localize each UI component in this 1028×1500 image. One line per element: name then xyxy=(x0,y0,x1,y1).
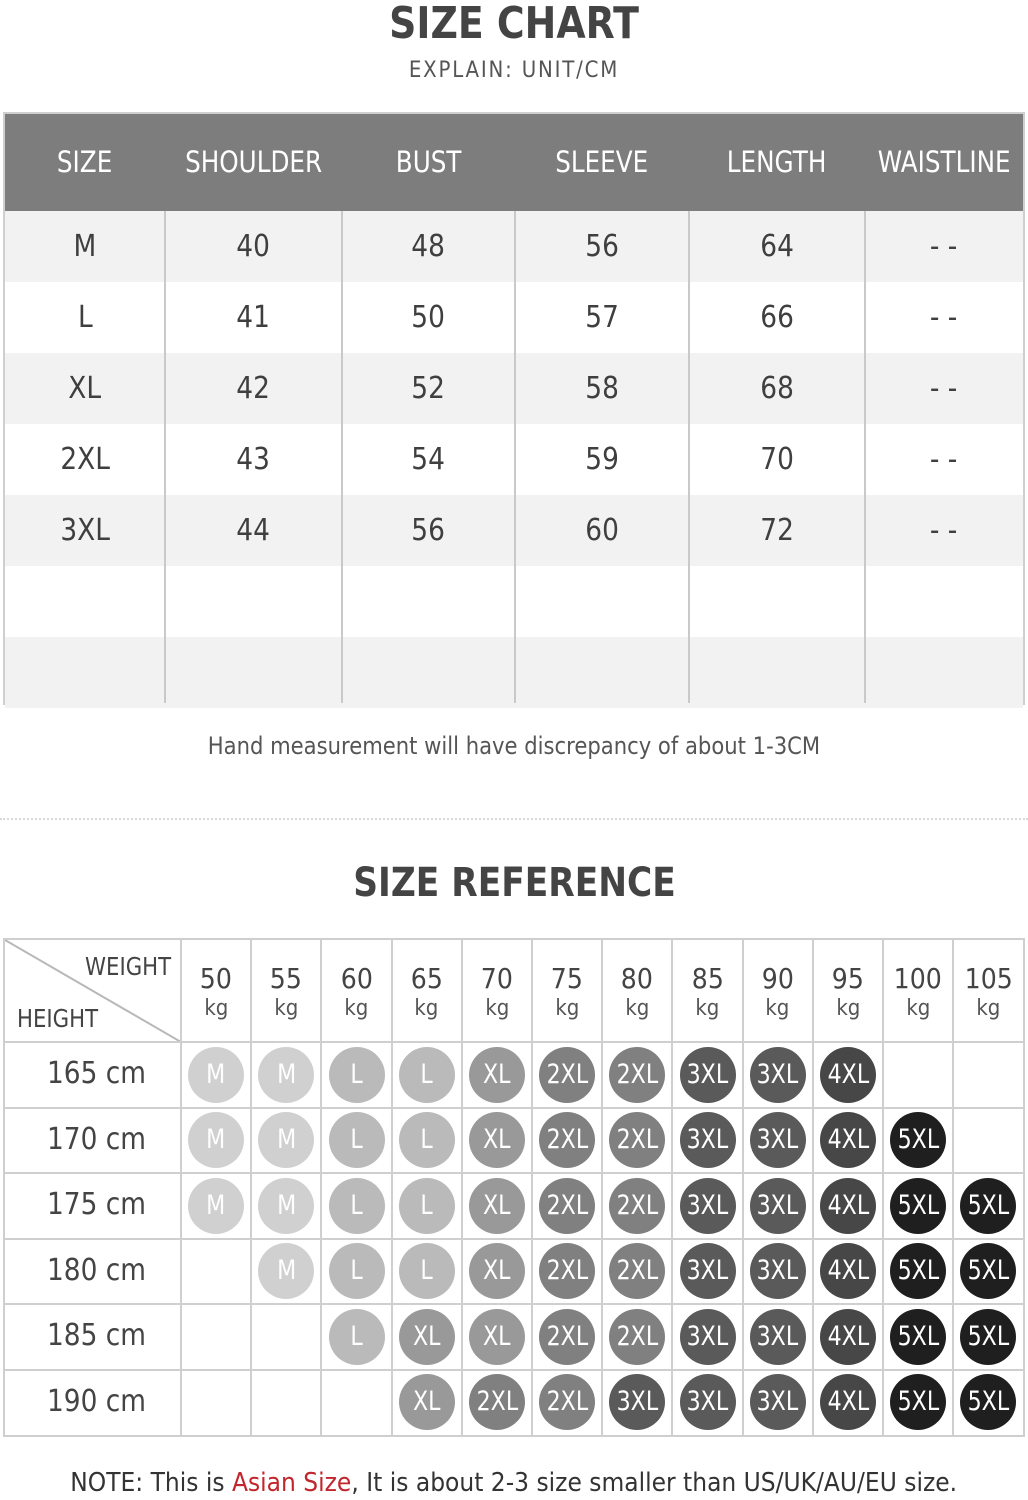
table-cell-text: 40 xyxy=(236,229,271,264)
column-header-text: SIZE xyxy=(57,145,113,179)
weight-unit xyxy=(251,996,321,1021)
size-badge xyxy=(399,1309,455,1365)
weight-value-text: 95 xyxy=(831,962,864,995)
height-label-text: 175 cm xyxy=(47,1187,147,1222)
size-badge xyxy=(329,1309,385,1365)
table-cell xyxy=(165,424,342,495)
column-header-waistline xyxy=(865,114,1023,211)
table-cell-text: - - xyxy=(930,229,958,264)
table-cell xyxy=(865,495,1023,566)
height-label xyxy=(5,1042,181,1106)
weight-unit-text: kg xyxy=(695,996,720,1021)
weight-value-text: 105 xyxy=(964,962,1013,995)
weight-value-text: 75 xyxy=(551,962,584,995)
weight-unit xyxy=(462,996,532,1021)
table-cell xyxy=(342,424,515,495)
size-badge xyxy=(539,1374,595,1430)
weight-header xyxy=(602,940,672,1042)
table-cell xyxy=(165,353,342,424)
weight-unit-text: kg xyxy=(906,996,931,1021)
size-badge-text: M xyxy=(206,1124,226,1156)
size-badge-text: M xyxy=(276,1255,296,1287)
table-cell-text: 58 xyxy=(585,371,619,406)
table-cell-text: 54 xyxy=(411,442,446,477)
height-label-text: 170 cm xyxy=(47,1121,147,1157)
size-badge xyxy=(820,1047,876,1103)
height-label xyxy=(5,1173,181,1237)
size-badge xyxy=(258,1047,314,1103)
size-badge-text: L xyxy=(350,1320,363,1352)
size-badge-text: 4XL xyxy=(827,1058,869,1090)
column-header-text: WAISTLINE xyxy=(877,145,1011,179)
column-header-text: SLEEVE xyxy=(555,145,649,179)
size-badge-text: 4XL xyxy=(827,1124,869,1156)
size-badge xyxy=(469,1178,525,1234)
size-badge-text: 2XL xyxy=(546,1386,588,1418)
weight-unit xyxy=(672,996,742,1021)
height-label-text: 190 cm xyxy=(47,1383,147,1419)
size-badge-text: 3XL xyxy=(686,1320,729,1352)
weight-header xyxy=(883,940,953,1042)
size-badge xyxy=(188,1112,244,1168)
size-badge-text: XL xyxy=(483,1255,511,1287)
size-badge xyxy=(258,1243,314,1299)
weight-corner-text: WEIGHT xyxy=(85,952,172,981)
table-cell xyxy=(865,282,1023,353)
weight-unit-text: kg xyxy=(625,996,650,1021)
size-badge-text: 2XL xyxy=(546,1255,588,1287)
table-cell xyxy=(689,282,865,353)
size-badge-text: M xyxy=(276,1189,296,1221)
size-badge xyxy=(399,1243,455,1299)
size-badge-text: 3XL xyxy=(756,1058,799,1090)
size-badge-text: M xyxy=(206,1058,226,1090)
weight-unit-text: kg xyxy=(204,996,229,1021)
table-cell-text: - - xyxy=(930,513,958,548)
size-badge-text: 5XL xyxy=(967,1320,1010,1352)
table-cell xyxy=(5,211,165,282)
size-badge xyxy=(960,1374,1016,1430)
size-badge-text: XL xyxy=(483,1320,511,1352)
size-badge xyxy=(680,1309,736,1365)
weight-unit-text: kg xyxy=(765,996,790,1021)
column-divider xyxy=(688,211,690,703)
table-cell xyxy=(689,495,865,566)
footer-note-before: NOTE: This is xyxy=(70,1468,233,1498)
weight-value xyxy=(181,962,251,995)
table-cell xyxy=(865,424,1023,495)
weight-value-text: 55 xyxy=(270,962,303,995)
weight-value-text: 100 xyxy=(894,962,943,995)
table-cell-text: 42 xyxy=(236,371,271,406)
weight-unit xyxy=(813,996,883,1021)
weight-unit xyxy=(321,996,391,1021)
column-header-text: BUST xyxy=(395,145,462,179)
height-corner-text: HEIGHT xyxy=(17,1004,99,1033)
weight-unit-text: kg xyxy=(976,996,1001,1021)
weight-unit xyxy=(953,996,1023,1021)
size-badge xyxy=(820,1374,876,1430)
size-badge-text: 3XL xyxy=(686,1386,729,1418)
size-badge xyxy=(469,1243,525,1299)
weight-value-text: 85 xyxy=(691,962,724,995)
weight-value xyxy=(251,962,321,995)
weight-header xyxy=(321,940,391,1042)
section-divider xyxy=(0,818,1028,820)
size-badge-text: 2XL xyxy=(616,1189,659,1221)
weight-unit-text: kg xyxy=(484,996,509,1021)
column-divider xyxy=(164,211,166,703)
table-cell-text: 3XL xyxy=(60,513,110,548)
weight-header xyxy=(813,940,883,1042)
size-badge xyxy=(329,1112,385,1168)
size-badge xyxy=(609,1309,665,1365)
size-badge-text: 2XL xyxy=(546,1058,588,1090)
table-cell-text: 59 xyxy=(585,442,619,477)
table-cell-text: XL xyxy=(68,371,102,406)
size-badge-text: 5XL xyxy=(967,1189,1010,1221)
size-badge xyxy=(329,1178,385,1234)
size-badge xyxy=(539,1309,595,1365)
size-badge-text: 3XL xyxy=(686,1255,729,1287)
weight-corner-label xyxy=(85,952,186,981)
size-badge xyxy=(399,1374,455,1430)
size-badge-text: M xyxy=(206,1189,226,1221)
size-badge xyxy=(329,1047,385,1103)
size-badge xyxy=(258,1112,314,1168)
weight-value-text: 70 xyxy=(480,962,513,995)
size-badge xyxy=(680,1112,736,1168)
column-header-bust xyxy=(342,114,515,211)
table-cell-text: L xyxy=(77,300,93,335)
table-cell-text: 57 xyxy=(585,300,619,335)
weight-header xyxy=(532,940,602,1042)
weight-value xyxy=(392,962,462,995)
column-divider xyxy=(864,211,866,703)
table-cell xyxy=(5,282,165,353)
size-badge-text: M xyxy=(276,1058,296,1090)
weight-unit-text: kg xyxy=(414,996,439,1021)
measurement-note-text: Hand measurement will have discrepancy of about 1-3CM xyxy=(207,732,821,760)
size-badge-text: 3XL xyxy=(686,1058,729,1090)
size-badge-text: 5XL xyxy=(897,1124,939,1156)
table-cell-text: 70 xyxy=(760,442,794,477)
size-badge-text: 4XL xyxy=(827,1320,869,1352)
size-badge xyxy=(820,1243,876,1299)
weight-unit-text: kg xyxy=(274,996,299,1021)
table-cell-text: - - xyxy=(930,442,958,477)
size-badge xyxy=(539,1178,595,1234)
weight-header xyxy=(392,940,462,1042)
weight-unit xyxy=(743,996,813,1021)
size-badge-text: XL xyxy=(483,1058,511,1090)
size-badge xyxy=(820,1309,876,1365)
size-badge-text: 2XL xyxy=(546,1124,588,1156)
weight-unit-text: kg xyxy=(344,996,369,1021)
size-badge xyxy=(539,1243,595,1299)
size-badge xyxy=(890,1309,946,1365)
height-corner-label xyxy=(17,1004,112,1033)
table-cell xyxy=(5,495,165,566)
weight-value xyxy=(321,962,391,995)
table-cell-text: 41 xyxy=(236,300,271,335)
weight-value-text: 65 xyxy=(410,962,443,995)
table-cell xyxy=(689,353,865,424)
size-chart-table xyxy=(3,112,1025,705)
size-badge xyxy=(680,1047,736,1103)
table-cell xyxy=(342,495,515,566)
size-badge-text: XL xyxy=(412,1386,441,1418)
weight-unit xyxy=(883,996,953,1021)
size-badge xyxy=(960,1178,1016,1234)
weight-unit xyxy=(181,996,251,1021)
table-cell xyxy=(5,353,165,424)
size-badge xyxy=(750,1309,806,1365)
size-badge-text: 4XL xyxy=(827,1189,869,1221)
size-badge-text: L xyxy=(420,1189,433,1221)
size-badge-text: 5XL xyxy=(967,1255,1010,1287)
weight-value xyxy=(953,962,1023,995)
size-badge xyxy=(469,1374,525,1430)
column-header-text: LENGTH xyxy=(727,145,827,179)
size-badge xyxy=(750,1178,806,1234)
table-cell xyxy=(342,211,515,282)
size-badge xyxy=(539,1112,595,1168)
table-cell-text: 43 xyxy=(236,442,271,477)
size-badge-text: 2XL xyxy=(616,1320,659,1352)
weight-header xyxy=(251,940,321,1042)
size-badge-text: 3XL xyxy=(686,1189,729,1221)
size-badge-text: 3XL xyxy=(756,1386,799,1418)
weight-value-text: 50 xyxy=(200,962,233,995)
weight-value xyxy=(743,962,813,995)
size-badge xyxy=(890,1243,946,1299)
weight-value xyxy=(532,962,602,995)
size-badge xyxy=(258,1178,314,1234)
size-badge-text: L xyxy=(420,1124,433,1156)
size-badge xyxy=(609,1112,665,1168)
column-header-sleeve xyxy=(515,114,689,211)
size-badge-text: 2XL xyxy=(546,1320,588,1352)
page-subtitle: EXPLAIN: UNIT/CM xyxy=(408,58,620,83)
table-cell-text: 66 xyxy=(760,300,794,335)
table-cell-text: 60 xyxy=(585,513,619,548)
size-badge xyxy=(750,1047,806,1103)
weight-header xyxy=(743,940,813,1042)
size-badge xyxy=(820,1112,876,1168)
size-badge-text: 2XL xyxy=(546,1189,588,1221)
column-header-length xyxy=(689,114,865,211)
page-title: SIZE CHART xyxy=(389,0,639,49)
table-cell-text: 48 xyxy=(411,229,446,264)
size-badge xyxy=(469,1047,525,1103)
weight-value xyxy=(672,962,742,995)
size-badge-text: 3XL xyxy=(756,1255,799,1287)
weight-unit-text: kg xyxy=(835,996,860,1021)
weight-unit xyxy=(602,996,672,1021)
size-badge xyxy=(750,1243,806,1299)
table-cell xyxy=(5,424,165,495)
weight-value xyxy=(883,962,953,995)
size-badge-text: 5XL xyxy=(897,1386,939,1418)
size-badge xyxy=(188,1047,244,1103)
height-label xyxy=(5,1108,181,1172)
size-badge-text: 3XL xyxy=(756,1124,799,1156)
size-badge xyxy=(680,1374,736,1430)
table-cell xyxy=(165,282,342,353)
size-badge-text: 2XL xyxy=(616,1124,659,1156)
size-badge-text: 4XL xyxy=(827,1255,869,1287)
height-label-text: 185 cm xyxy=(47,1318,147,1353)
height-label-text: 165 cm xyxy=(47,1056,147,1091)
table-cell xyxy=(165,495,342,566)
size-badge xyxy=(539,1047,595,1103)
column-divider xyxy=(514,211,516,703)
height-label xyxy=(5,1239,181,1303)
size-badge-text: 3XL xyxy=(756,1189,799,1221)
table-cell-text: 56 xyxy=(411,513,446,548)
size-badge xyxy=(399,1047,455,1103)
table-cell xyxy=(515,424,689,495)
size-badge xyxy=(750,1374,806,1430)
table-cell-text: 64 xyxy=(760,229,794,264)
size-badge-text: XL xyxy=(412,1320,441,1352)
table-cell xyxy=(515,282,689,353)
size-badge-text: 2XL xyxy=(616,1255,659,1287)
weight-value-text: 90 xyxy=(761,962,794,995)
size-reference-title xyxy=(0,860,1028,906)
size-badge xyxy=(820,1178,876,1234)
size-badge-text: M xyxy=(276,1124,296,1156)
table-cell xyxy=(165,211,342,282)
weight-value xyxy=(602,962,672,995)
table-cell-text: 56 xyxy=(585,229,619,264)
weight-value xyxy=(462,962,532,995)
table-cell xyxy=(865,353,1023,424)
weight-header xyxy=(181,940,251,1042)
column-divider xyxy=(341,211,343,703)
table-cell xyxy=(342,282,515,353)
size-badge xyxy=(890,1374,946,1430)
measurement-note xyxy=(0,732,1028,760)
table-cell-text: 50 xyxy=(411,300,446,335)
size-badge-text: L xyxy=(420,1058,433,1090)
size-badge-text: L xyxy=(350,1189,363,1221)
size-badge-text: XL xyxy=(483,1189,511,1221)
table-cell-text: 2XL xyxy=(60,442,110,477)
size-badge-text: L xyxy=(350,1255,363,1287)
table-cell-text: - - xyxy=(930,300,958,335)
size-badge-text: 3XL xyxy=(756,1320,799,1352)
size-badge-text: XL xyxy=(483,1124,511,1156)
footer-note-highlight: Asian Size xyxy=(232,1468,352,1498)
weight-header xyxy=(672,940,742,1042)
table-cell xyxy=(865,211,1023,282)
size-badge-text: L xyxy=(350,1124,363,1156)
table-cell xyxy=(515,495,689,566)
size-badge xyxy=(960,1243,1016,1299)
table-cell xyxy=(515,211,689,282)
size-badge xyxy=(890,1178,946,1234)
size-badge-text: 3XL xyxy=(616,1386,659,1418)
size-badge xyxy=(399,1112,455,1168)
column-header-size xyxy=(5,114,165,211)
size-badge xyxy=(609,1243,665,1299)
table-cell xyxy=(689,424,865,495)
size-badge xyxy=(890,1112,946,1168)
table-cell-text: 68 xyxy=(760,371,794,406)
size-badge-text: 5XL xyxy=(967,1386,1010,1418)
weight-unit-text: kg xyxy=(555,996,580,1021)
height-label xyxy=(5,1304,181,1368)
size-badge xyxy=(609,1374,665,1430)
weight-value xyxy=(813,962,883,995)
size-reference-title-text: SIZE REFERENCE xyxy=(352,860,676,906)
size-chart-header-row xyxy=(5,114,1023,211)
footer-note-after: , It is about 2-3 size smaller than US/UK/AU/EU size. xyxy=(351,1468,958,1498)
size-badge xyxy=(469,1309,525,1365)
table-cell-text: 44 xyxy=(236,513,271,548)
size-badge-text: 3XL xyxy=(686,1124,729,1156)
table-cell-text: M xyxy=(73,229,97,264)
size-badge xyxy=(960,1309,1016,1365)
size-badge xyxy=(399,1178,455,1234)
column-header-shoulder xyxy=(165,114,342,211)
table-cell xyxy=(689,211,865,282)
table-cell xyxy=(515,353,689,424)
weight-unit xyxy=(392,996,462,1021)
weight-header xyxy=(462,940,532,1042)
size-badge-text: 4XL xyxy=(827,1386,869,1418)
size-badge-text: 5XL xyxy=(897,1189,939,1221)
size-badge xyxy=(188,1178,244,1234)
size-badge-text: 2XL xyxy=(476,1386,518,1418)
size-badge xyxy=(329,1243,385,1299)
size-badge xyxy=(680,1178,736,1234)
height-label xyxy=(5,1370,181,1434)
column-header-text: SHOULDER xyxy=(184,145,323,179)
size-badge-text: 2XL xyxy=(616,1058,659,1090)
size-badge xyxy=(750,1112,806,1168)
height-label-text: 180 cm xyxy=(47,1252,147,1288)
size-badge xyxy=(609,1178,665,1234)
table-cell-text: - - xyxy=(930,371,958,406)
weight-unit xyxy=(532,996,602,1021)
table-cell-text: 52 xyxy=(411,371,446,406)
table-cell-text: 72 xyxy=(760,513,794,548)
weight-header xyxy=(953,940,1023,1042)
size-badge-text: 5XL xyxy=(897,1255,939,1287)
size-badge xyxy=(680,1243,736,1299)
weight-value-text: 60 xyxy=(340,962,373,995)
size-badge xyxy=(609,1047,665,1103)
footer-note xyxy=(0,1468,1028,1498)
size-reference-table xyxy=(3,938,1025,1437)
table-cell xyxy=(342,353,515,424)
size-badge-text: L xyxy=(350,1058,363,1090)
weight-value-text: 80 xyxy=(621,962,654,995)
size-badge-text: 5XL xyxy=(897,1320,939,1352)
size-badge xyxy=(469,1112,525,1168)
size-badge-text: L xyxy=(420,1255,433,1287)
